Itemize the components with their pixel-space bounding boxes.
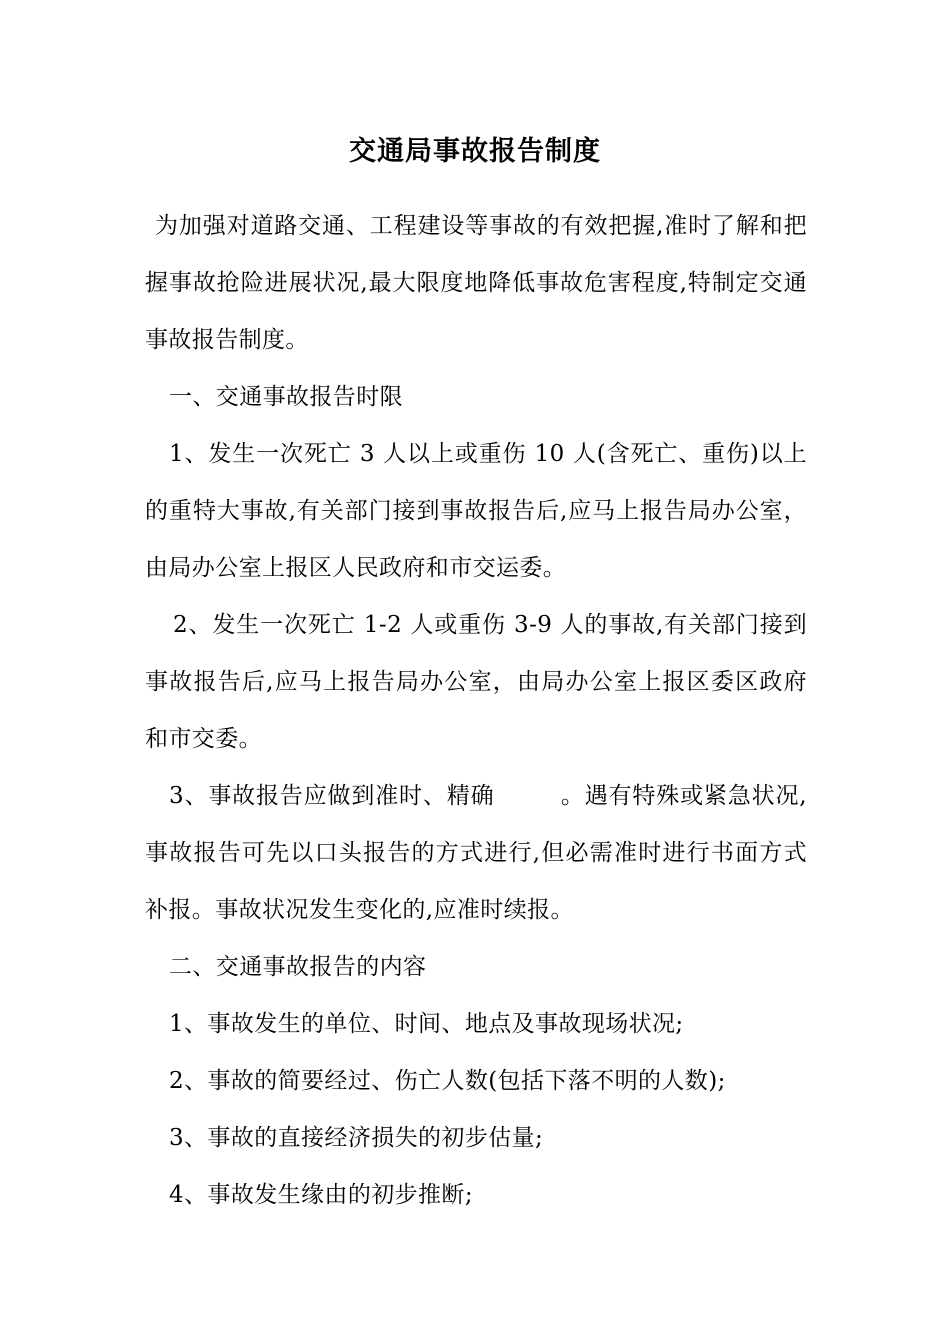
section-1-item-3-part-1: 3、事故报告应做到准时、精确 bbox=[169, 783, 495, 809]
section-1-item-1: 1、发生一次死亡 3 人以上或重伤 10 人(含死亡、重伤)以上的重特大事故,有关部门接到事故报告后,应马上报告局办公室，由局办公室上报区人民政府和市交运委。 bbox=[145, 441, 807, 581]
section-2-heading: 二、交通事故报告的内容 bbox=[169, 954, 427, 980]
section-1-item-3 bbox=[145, 768, 807, 939]
section-2-item-3: 3、事故的直接经济损失的初步估量; bbox=[169, 1125, 544, 1151]
section-1-heading: 一、交通事故报告时限 bbox=[169, 384, 403, 410]
intro-paragraph: 为加强对道路交通、工程建设等事故的有效把握,准时了解和把握事故抢险进展状况,最大限度地降低事故危害程度,特制定交通事故报告制度。 bbox=[145, 213, 807, 353]
section-1-item-3-part-2: 。遇有特殊或紧急状况,事故报告可先以口头报告的方式进行,但必需准时进行书面方式补报。事故状况发生变化的,应准时续报。 bbox=[145, 783, 807, 923]
section-1-item-2: 2、发生一次死亡 1-2 人或重伤 3-9 人的事故,有关部门接到事故报告后,应马上报告局办公室，由局办公室上报区委区政府和市交委。 bbox=[145, 612, 807, 752]
section-2-item-1: 1、事故发生的单位、时间、地点及事故现场状况; bbox=[169, 1011, 684, 1037]
document-title: 交通局事故报告制度 bbox=[349, 136, 601, 167]
section-2-item-4: 4、事故发生缘由的初步推断; bbox=[169, 1182, 473, 1208]
section-2-item-2: 2、事故的简要经过、伤亡人数(包括下落不明的人数); bbox=[169, 1068, 726, 1094]
document-body bbox=[145, 198, 807, 1224]
